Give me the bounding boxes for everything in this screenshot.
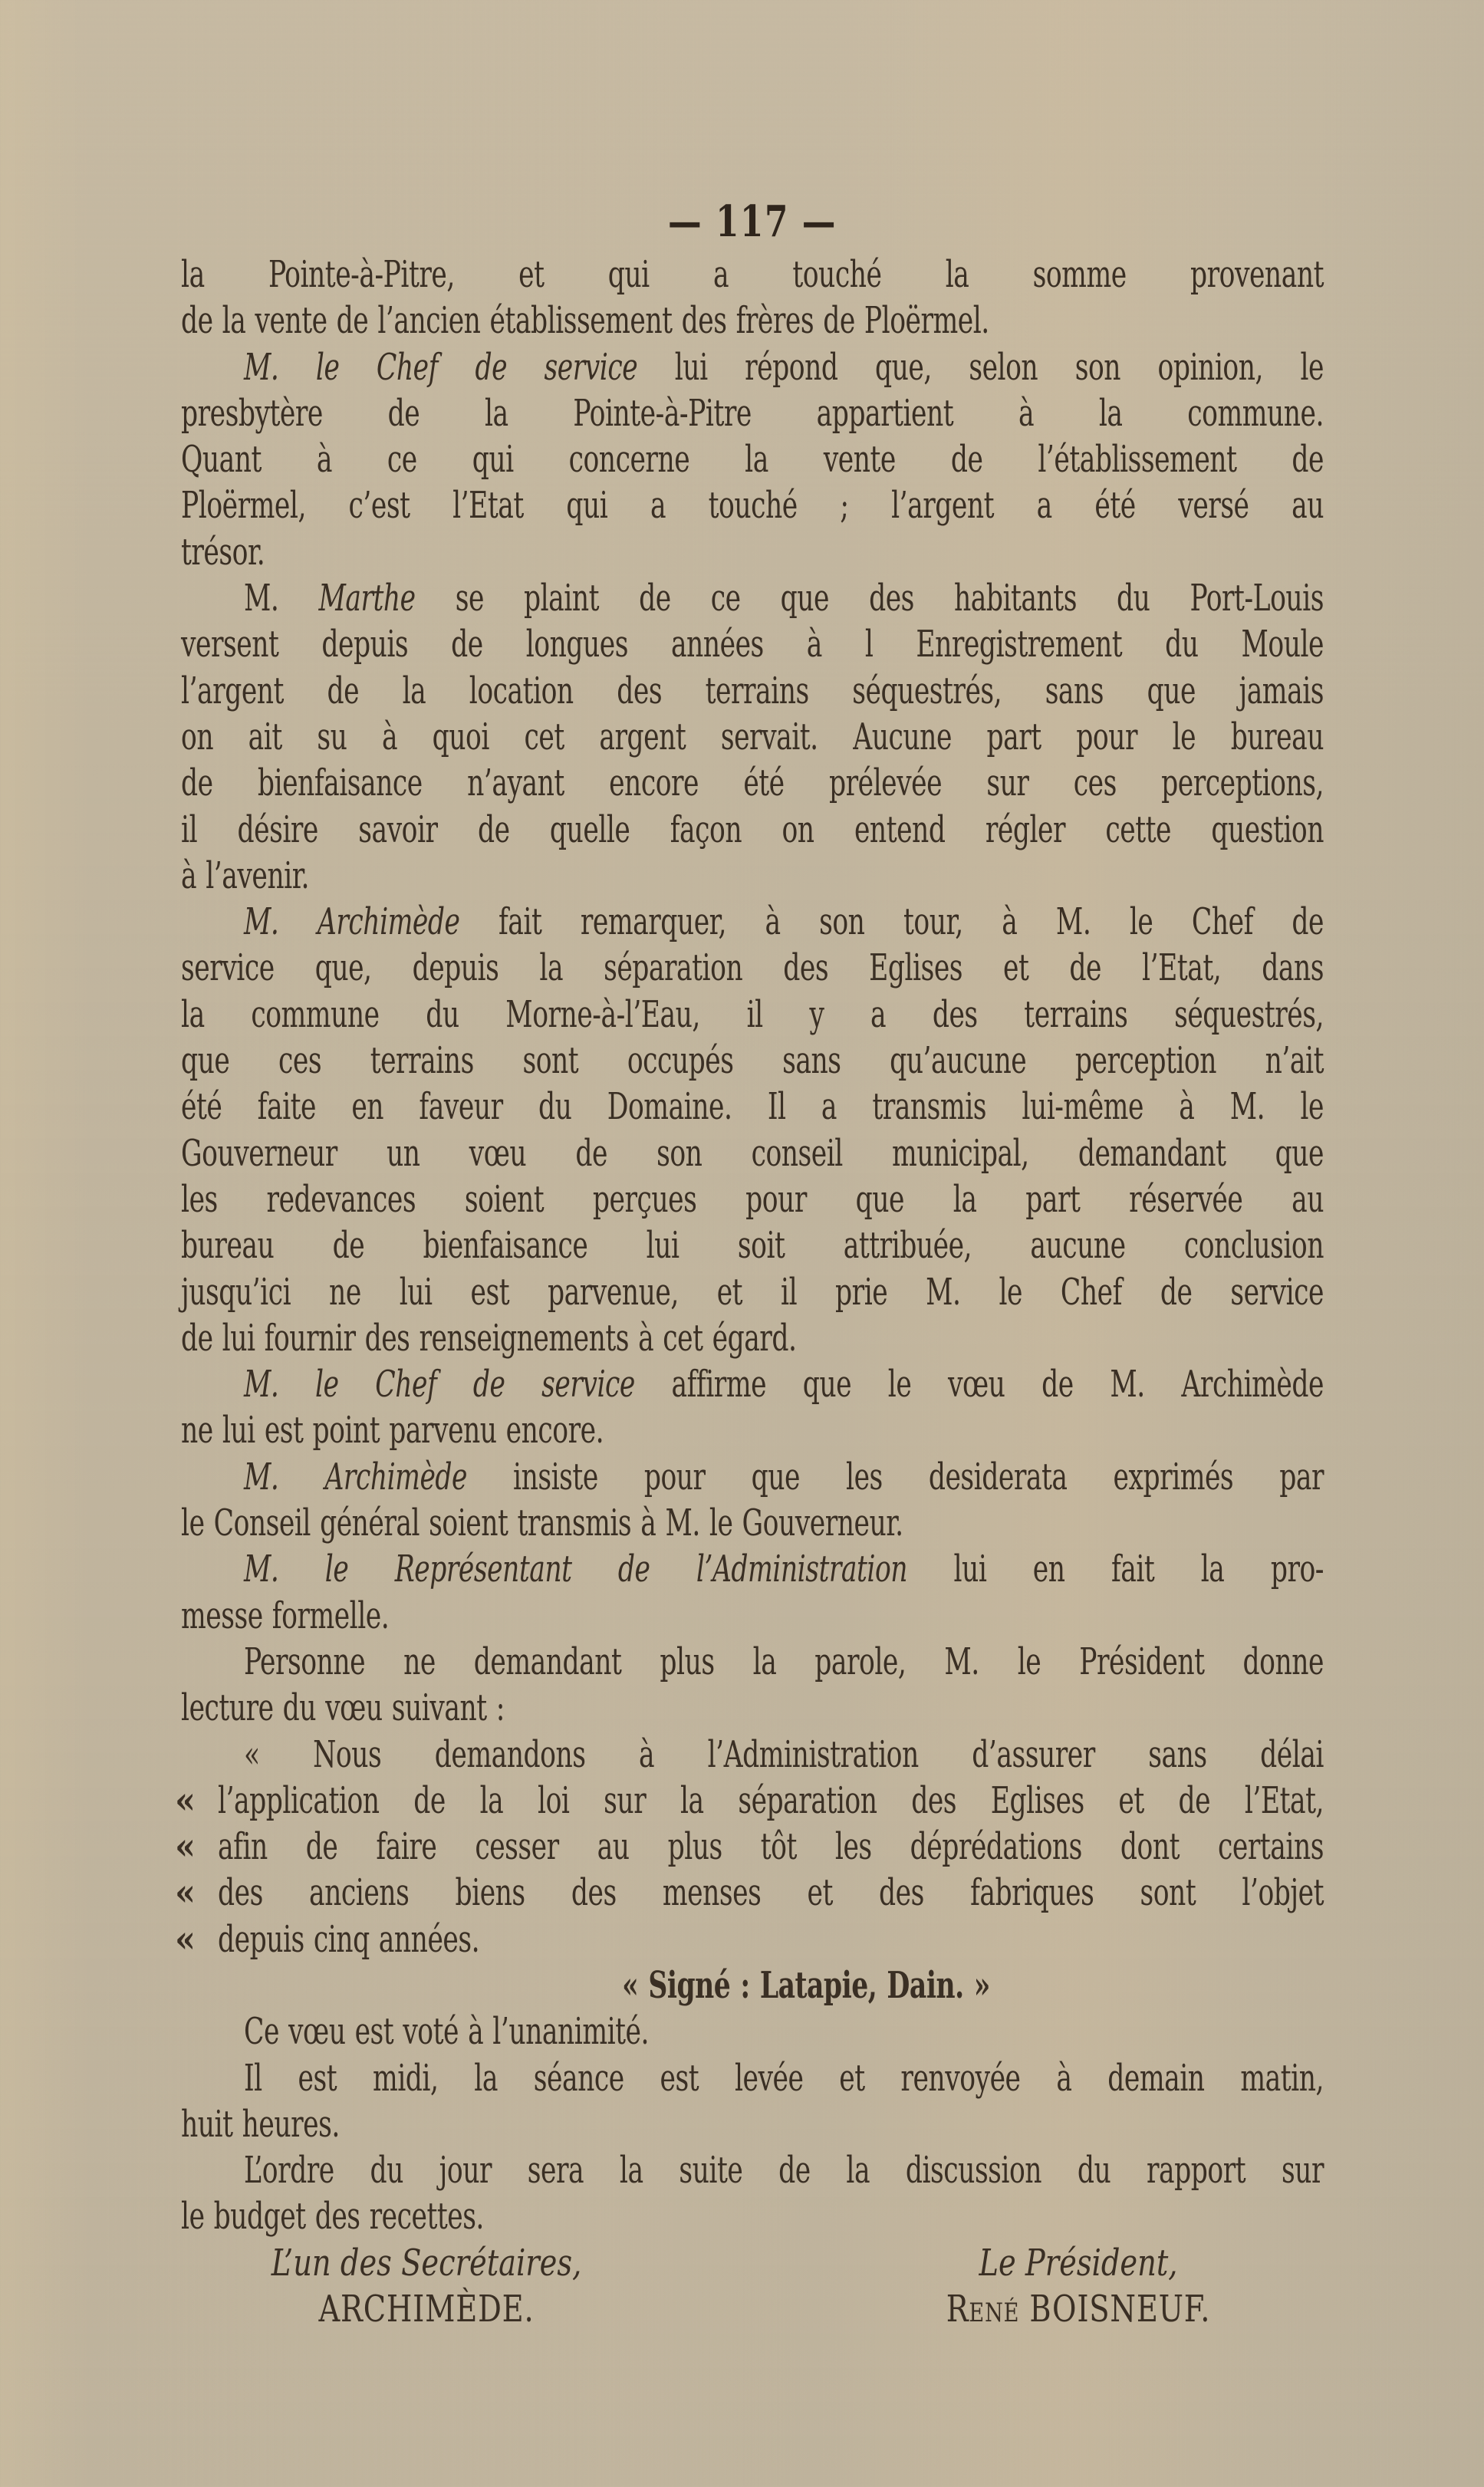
- text-line: il désire savoir de quelle façon on entend régler cette question: [181, 808, 1324, 851]
- text-line: la Pointe-à-Pitre, et qui a touché la somme provenant: [181, 253, 1324, 296]
- quote-line: « afin de faire cesser au plus tôt les déprédations dont certains: [181, 1824, 1324, 1870]
- signature-title: L’un des Secrétaires,: [271, 2241, 582, 2285]
- text-line: ne lui est point parvenu encore.: [181, 1409, 604, 1452]
- text-line: M. le Chef de service affirme que le vœu de M. Archimède: [244, 1363, 1324, 1406]
- quote-line: « Nous demandons à l’Administration d’assurer sans délai: [244, 1732, 1324, 1776]
- page-number: — 117 —: [668, 196, 837, 247]
- text-line: lecture du vœu suivant :: [181, 1686, 505, 1730]
- guillemet: «: [175, 1778, 196, 1822]
- body-text: [175, 252, 1324, 2240]
- text-line: M. le Chef de service lui répond que, selon son opinion, le: [244, 345, 1324, 389]
- text-line: Gouverneur un vœu de son conseil municipal, demandant que: [181, 1131, 1324, 1175]
- guillemet: «: [175, 1871, 196, 1915]
- speaker-name: M. Archimède: [244, 1455, 467, 1498]
- text-line: M. Archimède insiste pour que les desiderata exprimés par: [244, 1455, 1324, 1498]
- text-line: la commune du Morne-à-l’Eau, il y a des terrains séquestrés,: [181, 992, 1324, 1036]
- text-line: de bienfaisance n’ayant encore été prélevée sur ces perceptions,: [181, 762, 1324, 805]
- text-line: Quant à ce qui concerne la vente de l’établissement de: [181, 438, 1324, 482]
- signature-title: Le Président,: [979, 2241, 1178, 2285]
- signature-name: ARCHIMÈDE.: [318, 2287, 535, 2331]
- text-line: les redevances soient perçues pour que la part réservée au: [181, 1177, 1324, 1221]
- text-line: presbytère de la Pointe-à-Pitre appartient à la commune.: [181, 391, 1324, 435]
- text-line: trésor.: [181, 530, 265, 574]
- text-line: M. le Représentant de l’Administration lui en fait la pro-: [244, 1548, 1324, 1591]
- text-line: service que, depuis la séparation des Eglises et de l’Etat, dans: [181, 946, 1324, 990]
- quote-line: « des anciens biens des menses et des fabriques sont l’objet: [181, 1870, 1324, 1916]
- signature-name: René BOISNEUF.: [946, 2287, 1211, 2331]
- guillemet: «: [175, 1825, 196, 1869]
- motion-quote: [175, 1732, 1324, 2009]
- speaker-name: Marthe: [318, 577, 416, 620]
- speaker-name: M. le Chef de service: [244, 1363, 635, 1406]
- text-line: M. Marthe se plaint de ce que des habitants du Port-Louis: [244, 577, 1324, 620]
- text-line: bureau de bienfaisance lui soit attribuée, aucune conclusion: [181, 1224, 1324, 1268]
- signature-secretary: [212, 2240, 641, 2332]
- document-page: [175, 192, 1324, 2332]
- quote-line: « l’application de la loi sur la séparation des Eglises et de l’Etat,: [181, 1778, 1324, 1824]
- text-line: versent depuis de longues années à l Enregistrement du Moule: [181, 623, 1324, 666]
- text-line: Ploërmel, c’est l’Etat qui a touché ; l’argent a été versé au: [181, 484, 1324, 528]
- speaker-name: M. Archimède: [244, 900, 460, 944]
- text-line: jusqu’ici ne lui est parvenue, et il prie M. le Chef de service: [181, 1270, 1324, 1314]
- text-line: M. Archimède fait remarquer, à son tour, à M. le Chef de: [244, 900, 1324, 944]
- text-line: on ait su à quoi cet argent servait. Aucune part pour le bureau: [181, 715, 1324, 758]
- text-line: le Conseil général soient transmis à M. le Gouverneur.: [181, 1502, 903, 1545]
- signature-president: [879, 2240, 1278, 2332]
- speaker-name: M. le Représentant de l’Administration: [244, 1548, 908, 1591]
- text-line: le budget des recettes.: [181, 2195, 484, 2239]
- speaker-name: M. le Chef de service: [244, 345, 638, 389]
- signatures: [181, 2240, 1324, 2332]
- text-line: Personne ne demandant plus la parole, M. le Président donne: [244, 1640, 1324, 1683]
- motion-signed: « Signé : Latapie, Dain. »: [622, 1963, 990, 2007]
- text-line: messe formelle.: [181, 1594, 390, 1637]
- text-line: à l’avenir.: [181, 854, 310, 897]
- text-line: de la vente de l’ancien établissement des frères de Ploërmel.: [181, 299, 989, 343]
- guillemet: «: [175, 1917, 196, 1961]
- quote-line: « depuis cinq années.: [181, 1916, 1324, 1962]
- text-line: huit heures.: [181, 2102, 340, 2146]
- text-line: de lui fournir des renseignements à cet égard.: [181, 1316, 797, 1360]
- text-line: L’ordre du jour sera la suite de la discussion du rapport sur: [244, 2149, 1324, 2193]
- text-line: été faite en faveur du Domaine. Il a transmis lui-même à M. le: [181, 1085, 1324, 1129]
- text-line: Il est midi, la séance est levée et renvoyée à demain matin,: [244, 2056, 1324, 2100]
- text-line: l’argent de la location des terrains séquestrés, sans que jamais: [181, 669, 1324, 712]
- text-line: Ce vœu est voté à l’unanimité.: [244, 2010, 649, 2054]
- text-line: que ces terrains sont occupés sans qu’aucune perception n’ait: [181, 1039, 1324, 1083]
